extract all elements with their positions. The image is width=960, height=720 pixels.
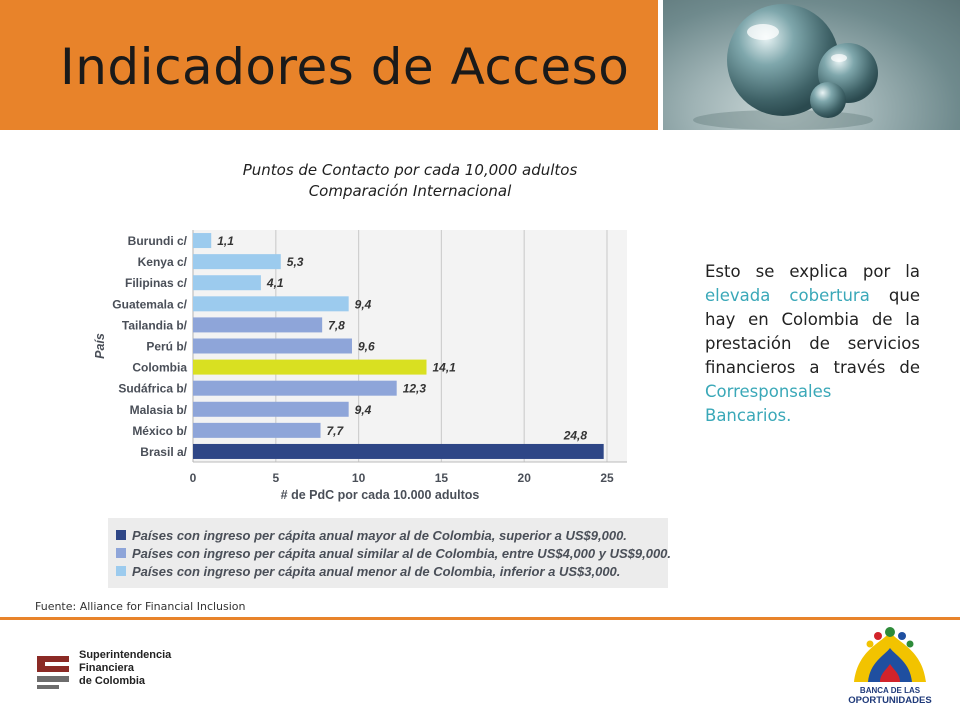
banca-oportunidades-logo (840, 624, 940, 716)
sfc-name (79, 649, 171, 688)
x-tick-label: 0 (189, 471, 197, 485)
x-axis-title: # de PdC por cada 10.000 adultos (280, 488, 480, 502)
x-tick-label: 20 (517, 471, 531, 485)
bar (193, 360, 426, 375)
legend-item (116, 544, 672, 562)
bar (193, 296, 349, 311)
category-label: Colombia (132, 360, 187, 375)
sfc-line: de Colombia (79, 675, 146, 687)
data-label: 4,1 (266, 276, 284, 291)
bar (193, 233, 211, 248)
explanation-part: Esto se explica por la (705, 262, 920, 281)
legend-label: Países con ingreso per cápita anual similar al de Colombia, entre US$4,000 y US$9,000. (132, 545, 672, 561)
bar (193, 444, 604, 459)
highlight-coverage: elevada cobertura (705, 286, 870, 305)
header-photo (663, 0, 960, 130)
banca-oportunidades-emblem-icon (840, 624, 940, 686)
data-label: 12,3 (402, 381, 427, 396)
x-tick-label: 25 (600, 471, 614, 485)
bar (193, 423, 321, 438)
data-label: 5,3 (286, 255, 304, 270)
legend-swatch (116, 530, 126, 540)
data-label: 1,1 (217, 234, 234, 249)
category-label: Filipinas c/ (124, 276, 187, 291)
y-axis-title: País (93, 333, 107, 359)
chart-title-line2: Comparación Internacional (308, 182, 512, 200)
chart-title (150, 160, 670, 202)
data-label: 9,4 (354, 297, 372, 312)
category-label: Perú b/ (146, 339, 187, 354)
legend-label: Países con ingreso per cápita anual menor al de Colombia, inferior a US$3,000. (132, 563, 621, 579)
bar-chart (80, 220, 660, 515)
category-label: Malasia b/ (129, 402, 187, 417)
sfc-logo (35, 648, 175, 693)
category-label: Guatemala c/ (112, 297, 187, 312)
water-drops-image (663, 0, 960, 130)
data-label: 7,7 (326, 423, 344, 438)
legend-swatch (116, 548, 126, 558)
banca-oportunidades-name (844, 686, 936, 706)
data-label: 14,1 (432, 360, 456, 375)
legend-item (116, 526, 668, 544)
legend-swatch (116, 566, 126, 576)
category-label: Brasil a/ (140, 444, 187, 459)
category-label: México b/ (132, 423, 187, 438)
sfc-emblem-icon (35, 650, 73, 690)
chart-title-line1: Puntos de Contacto por cada 10,000 adultos (242, 161, 578, 179)
explanation-part: que hay en Colombia de la prestación de servicios financieros a través de (705, 286, 920, 377)
category-label: Kenya c/ (137, 255, 187, 270)
chart-legend (108, 518, 672, 588)
page-title: Indicadores de Acceso (60, 38, 630, 96)
bar (193, 381, 397, 396)
data-label: 7,8 (328, 318, 345, 333)
bdo-line: OPORTUNIDADES (848, 695, 932, 706)
category-label: Tailandia b/ (121, 318, 187, 333)
source-note: Fuente: Alliance for Financial Inclusion (35, 600, 246, 613)
sfc-line: Financiera (79, 662, 135, 674)
bar (193, 317, 322, 332)
footer-divider (0, 617, 960, 620)
bar (193, 402, 349, 417)
bar (193, 339, 352, 354)
sfc-line: Superintendencia (79, 649, 172, 661)
data-label: 9,4 (354, 402, 372, 417)
category-label: Sudáfrica b/ (118, 381, 187, 396)
explanation-text (705, 260, 920, 428)
data-label: 9,6 (357, 339, 375, 354)
data-label: 24,8 (563, 428, 588, 443)
legend-label: Países con ingreso per cápita anual mayor al de Colombia, superior a US$9,000. (132, 527, 627, 543)
bar (193, 254, 281, 269)
x-tick-label: 15 (434, 471, 449, 485)
bar (193, 275, 261, 290)
bdo-line: BANCA DE LAS (859, 686, 921, 695)
highlight-correspondents: Corresponsales Bancarios. (705, 382, 832, 425)
x-tick-label: 5 (272, 471, 280, 485)
legend-item (116, 562, 668, 580)
x-tick-label: 10 (351, 471, 366, 485)
category-label: Burundi c/ (127, 234, 187, 249)
